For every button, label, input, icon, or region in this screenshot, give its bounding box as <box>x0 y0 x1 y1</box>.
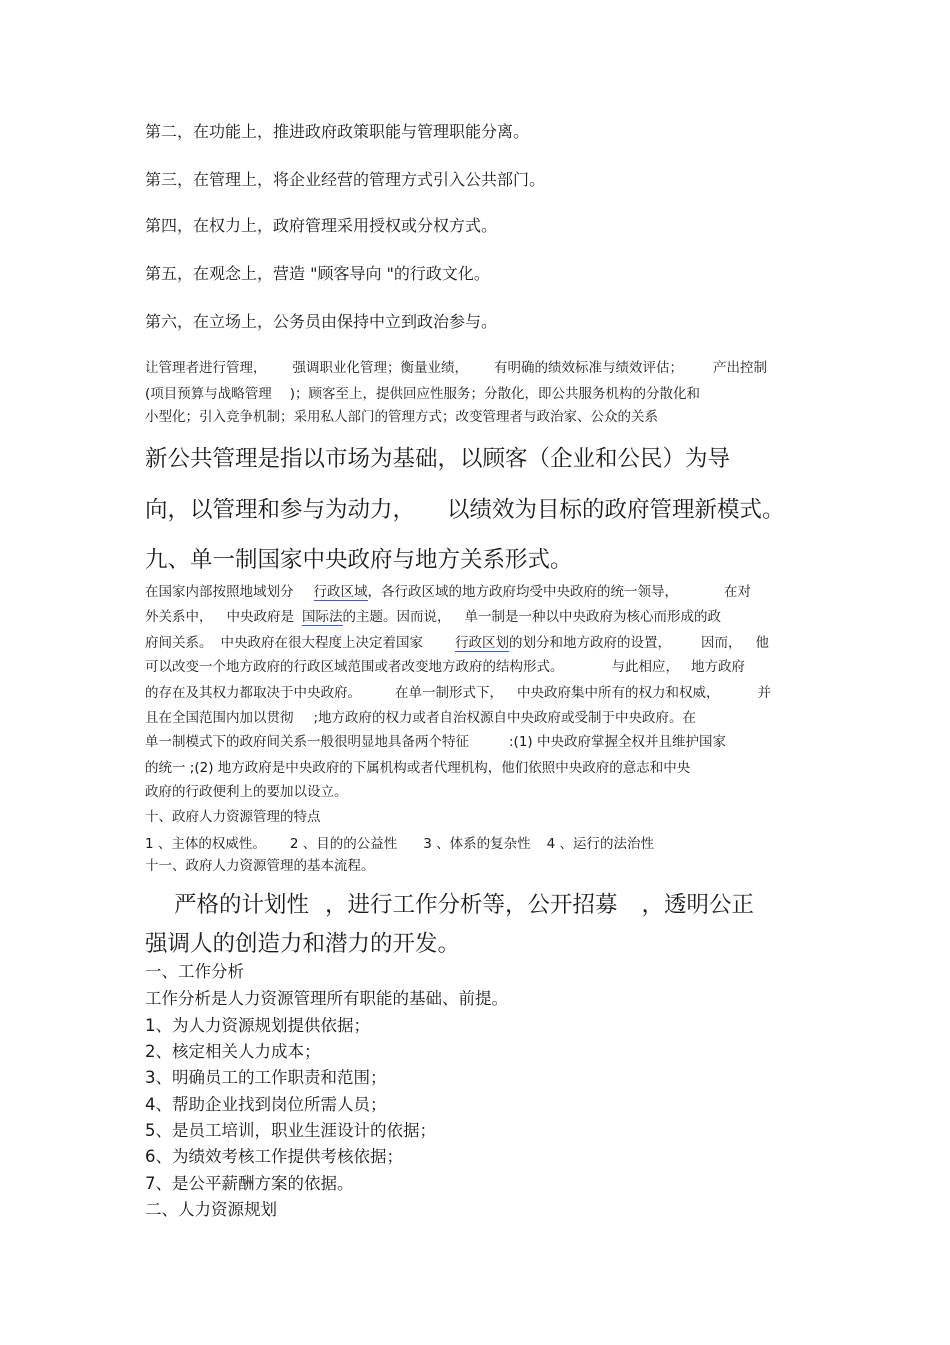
traits-line-2: (项目预算与战略管理 )；顾客至上，提供回应性服务；分散化，即公共服务机构的分散化和 <box>145 386 701 402</box>
s9-line-3: 府间关系。 中央政府在很大程度上决定着国家 行政区划的划分和地方政府的设置， 因而， 他 <box>145 635 769 651</box>
section10-items: 1 、主体的权威性。 2 、目的的公益性 3 、体系的复杂性 4 、运行的法治性 <box>145 836 655 852</box>
hr-planning-heading: 二、人力资源规划 <box>145 1200 277 1219</box>
section10-heading: 十、政府人力资源管理的特点 <box>145 809 321 825</box>
job-analysis-intro: 工作分析是人力资源管理所有职能的基础、前提。 <box>145 989 508 1008</box>
link-guojifa[interactable]: 国际法 <box>302 609 343 625</box>
s9-line-2: 外关系中， 中央政府是 国际法的主题。因而说， 单一制是一种以中央政府为核心而形成的政 <box>145 609 721 625</box>
definition-line-2: 向，以管理和参与为动力， 以绩效为目标的政府管理新模式。 <box>145 497 785 523</box>
s9-line-5: 的存在及其权力都取决于中央政府。 在单一制形式下， 中央政府集中所有的权力和权威， 并 <box>145 685 771 701</box>
definition-line-1: 新公共管理是指以市场为基础，以顾客（企业和公民）为导 <box>145 446 731 472</box>
s9-line-8: 的统一 ;(2) 地方政府是中央政府的下属机构或者代理机构，他们依照中央政府的意志和中央 <box>145 760 691 776</box>
s9-line-4: 可以改变一个地方政府的行政区域范围或者改变地方政府的结构形式。 与此相应， 地方政府 <box>145 659 745 675</box>
s9-line-9: 政府的行政便利上的要加以设立。 <box>145 784 348 800</box>
point-5: 第五，在观念上，营造 "顾客导向 "的行政文化。 <box>145 264 490 283</box>
s9-line-6: 且在全国范围内加以贯彻 ;地方政府的权力或者自治权源自中央政府或受制于中央政府。在 <box>145 710 697 726</box>
job-analysis-item-6: 6、为绩效考核工作提供考核依据； <box>145 1147 403 1166</box>
job-analysis-item-5: 5、是员工培训，职业生涯设计的依据； <box>145 1121 436 1140</box>
section9-heading: 九、单一制国家中央政府与地方关系形式。 <box>145 547 573 573</box>
job-analysis-item-3: 3、明确员工的工作职责和范围； <box>145 1068 387 1087</box>
point-6: 第六，在立场上，公务员由保持中立到政治参与。 <box>145 312 498 331</box>
point-4: 第四，在权力上，政府管理采用授权或分权方式。 <box>145 216 498 235</box>
point-2: 第二，在功能上，推进政府政策职能与管理职能分离。 <box>145 122 530 141</box>
job-analysis-item-1: 1、为人力资源规划提供依据； <box>145 1016 370 1035</box>
s9-line-7: 单一制模式下的政府间关系一般很明显地具备两个特征 :(1) 中央政府掌握全权并且维护国家 <box>145 734 726 750</box>
job-analysis-heading: 一、工作分析 <box>145 962 244 981</box>
section11-heading: 十一、政府人力资源管理的基本流程。 <box>145 858 375 874</box>
s9-line-1: 在国家内部按照地域划分 行政区域，各行政区域的地方政府均受中央政府的统一领导， 在对 <box>145 584 751 600</box>
job-analysis-item-4: 4、帮助企业找到岗位所需人员； <box>145 1095 387 1114</box>
section11-big-line-1: 严格的计划性 ，进行工作分析等，公开招募 ，透明公正 <box>174 892 755 918</box>
traits-line-1: 让管理者进行管理， 强调职业化管理；衡量业绩， 有明确的绩效标准与绩效评估； 产出控制 <box>145 360 767 376</box>
job-analysis-item-2: 2、核定相关人力成本； <box>145 1042 321 1061</box>
link-xingzheng-quhua[interactable]: 行政区划 <box>455 635 509 651</box>
point-3: 第三，在管理上，将企业经营的管理方式引入公共部门。 <box>145 170 546 189</box>
section11-big-line-2: 强调人的创造力和潜力的开发。 <box>145 931 461 957</box>
job-analysis-item-7: 7、是公平薪酬方案的依据。 <box>145 1174 354 1193</box>
link-xingzheng-quyu[interactable]: 行政区域 <box>313 584 368 600</box>
traits-line-3: 小型化；引入竞争机制；采用私人部门的管理方式；改变管理者与政治家、公众的关系 <box>145 409 658 425</box>
